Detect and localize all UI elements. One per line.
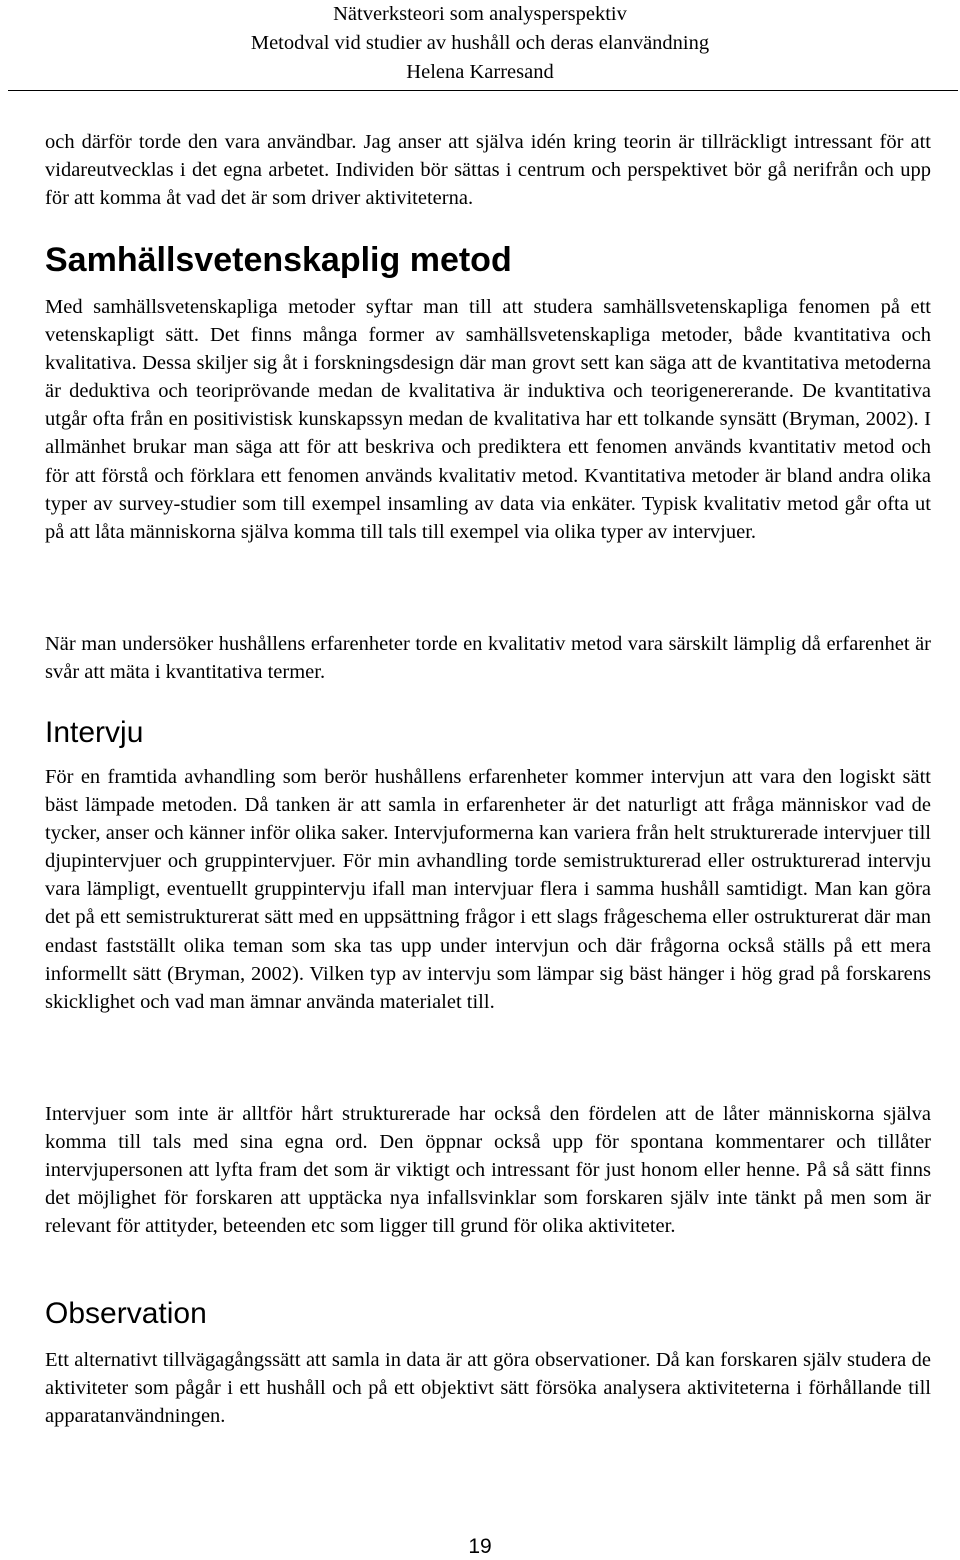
page-number: 19 — [468, 1535, 492, 1558]
intro-paragraph: och därför torde den vara användbar. Jag anser att själva idén kring teorin är tillräckligt intressant för att vidareutvecklas i det egna arbetet. Individen bör sättas i centrum och perspektivet bör gå nerifrån och upp för att komma åt vad det är som driver aktiviteterna. — [45, 131, 931, 210]
heading-intervju: Intervju — [45, 716, 144, 749]
header-subtitle: Metodval vid studier av hushåll och deras elanvändning — [250, 32, 710, 54]
page-header — [0, 0, 960, 87]
method-paragraph-1: Med samhällsvetenskapliga metoder syftar man till att studera samhällsvetenskapliga fenomen på ett vetenskapligt sätt. Det finns många former av samhällsvetenskapliga metoder, både kvantitativa och kvalitativa. Dessa skiljer sig åt i forskningsdesign där man grovt sett kan säga att de kvantitativa metoderna är deduktiva och teoriprövande medan de kvalitativa är induktiva och teorigenererande. De kvantitativa utgår ofta från en positivistisk kunskapssyn medan de kvalitativa har ett tolkande synsätt (Bryman, 2002). I allmänhet brukar man säga att för att beskriva och prediktera ett fenomen används kvantitativ metod och för att förstå och förklara ett fenomen används kvalitativ metod. Kvantitativa metoder är bland andra olika typer av survey-studier som till exempel insamling av data via enkäter. Typisk kvalitativ metod går ofta ut på att låta människorna själva komma till tals till exempel via olika typer av intervjuer. — [45, 296, 931, 543]
interview-paragraph-2: Intervjuer som inte är alltför hårt strukturerade har också den fördelen att de låter människorna själva komma till tals med sina egna ord. Den öppnar också upp för spontana kommentarer och tillåter intervjupersonen att lyfta fram det som är viktigt och intressant för just honom eller henne. På så sätt finns det möjlighet för forskaren att upptäcka nya infallsvinklar som forskaren själv inte tänkt på men som är relevant för attityder, beteenden etc som ligger till grund för olika aktiviteter. — [45, 1103, 931, 1238]
header-title: Nätverksteori som analysperspektiv — [333, 3, 627, 25]
heading-observation: Observation — [45, 1297, 207, 1330]
interview-paragraph-1: För en framtida avhandling som berör hushållens erfarenheter kommer intervjun att vara den logiskt sätt bäst lämpade metoden. Då tanken är att samla in erfarenheter är det naturligt att fråga människor vad de tycker, anser och känner inför olika saker. Intervjuformerna kan variera från helt strukturerade intervjuer till djupintervjuer och gruppintervjuer. För min avhandling torde semistrukturerad eller ostrukturerad intervju vara lämpligt, eventuellt gruppintervju ifall man intervjuar flera i samma hushåll samtidigt. Man kan göra det på ett semistrukturerat sätt med en uppsättning frågor i ett slags frågeschema eller ostrukturerat där man endast fastställt olika teman som ska tas upp under intervjun och där frågorna också ställs på ett mera informellt sätt (Bryman, 2002). Vilken typ av intervju som lämpar sig bäst hänger i hög grad på forskarens skicklighet och vad man ämnar använda materialet till. — [45, 766, 931, 1013]
method-paragraph-2: När man undersöker hushållens erfarenheter torde en kvalitativ metod vara särskilt lämplig då erfarenhet är svår att mäta i kvantitativa termer. — [45, 633, 931, 684]
heading-samhallsvetenskaplig-metod: Samhällsvetenskaplig metod — [45, 241, 512, 279]
header-author: Helena Karresand — [406, 61, 554, 83]
observation-paragraph-1: Ett alternativt tillvägagångssätt att samla in data är att göra observationer. Då kan forskaren själv studera de aktiviteter som pågår i ett hushåll och på ett objektivt sätt försöka analysera aktiviteterna i förhållande till apparatanvändningen. — [45, 1349, 931, 1428]
header-divider — [8, 90, 958, 91]
